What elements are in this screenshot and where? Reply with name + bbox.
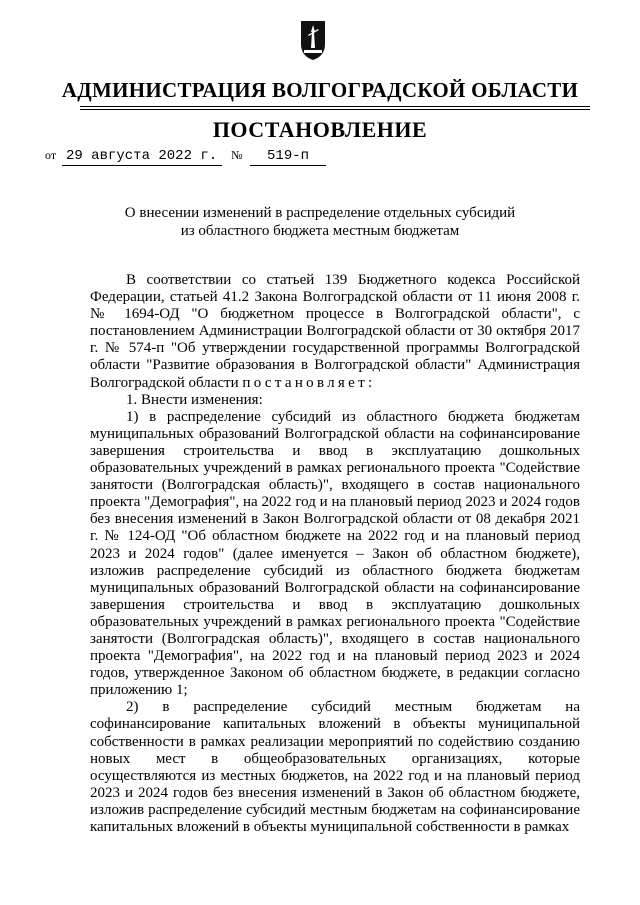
date-number-line [45, 148, 326, 166]
date-prefix: от [45, 148, 57, 162]
preamble-paragraph [90, 272, 580, 392]
item-1-2-paragraph: 2) в распределение субсидий местным бюджетам на софинансирование капитальных вложений в объекты муниципальной собственности в рамках реализации мероприятий по содействию созданию новых мест в общеобразовательных организациях, которые осуществляются из местных бюджетов, на 2022 год и на плановый период 2023 и 2024 годов без внесения изменений в Закон об областном бюджете, изложив распределение субсидий местным бюджетам на софинансирование капитальных вложений в объекты муниципальной собственности в рамках [90, 699, 580, 835]
coat-of-arms-icon [298, 18, 328, 62]
document-type: ПОСТАНОВЛЕНИЕ [212, 117, 428, 142]
resolves-word: постановляет: [242, 374, 376, 391]
organization-title: АДМИНИСТРАЦИЯ ВОЛГОГРАДСКОЙ ОБЛАСТИ [61, 78, 579, 102]
document-number: 519-п [250, 148, 326, 166]
item-1-heading: 1. Внести изменения: [126, 391, 263, 408]
item-1-1-paragraph: 1) в распределение субсидий из областного бюджета бюджетам муниципальных образований Волгоградской области на софинансирование завершения строительства и ввод в эксплуатацию дошкольных образовательных учреждений в рамках регионального проекта "Содействие занятости (Волгоградская область)", входящего в состав национального проекта "Демография", на 2022 год и на плановый период 2023 и 2024 годов без внесения изменений в Закон Волгоградской области от 08 декабря 2021 г. № 124-ОД "Об областном бюджете на 2022 год и на плановый период 2023 и 2024 годов" (далее именуется – Закон об областном бюджете), изложив распределение субсидий из областного бюджета бюджетам муниципальных образований Волгоградской области на софинансирование завершения строительства и ввод в эксплуатацию дошкольных образовательных учреждений в рамках регионального проекта "Содействие занятости (Волгоградская область)", входящего в состав национального проекта "Демография", на 2022 год и на плановый период 2023 и 2024 годов, утвержденное Законом об областном бюджете, в редакции согласно приложению 1; [90, 408, 580, 699]
header-divider-thin [80, 109, 590, 110]
document-date: 29 августа 2022 г. [62, 148, 222, 166]
header-divider [80, 106, 590, 107]
document-subject [100, 204, 540, 240]
subject-line-1: О внесении изменений в распределение отдельных субсидий [124, 205, 516, 221]
subject-line-2: из областного бюджета местным бюджетам [180, 223, 460, 239]
document-body [90, 272, 580, 836]
number-prefix: № [231, 148, 243, 162]
preamble-text: В соответствии со статьей 139 Бюджетного кодекса Российской Федерации, статьей 41.2 Закона Волгоградской области от 11 июня 2008 г. № 1694-ОД "О бюджетном процессе в Волгоградской области", с постановлением Администрации Волгоградской области от 30 октября 2017 г. № 574-п "Об утверждении государственной программы Волгоградской области "Развитие образования в Волгоградской области" Администрация Волгоградской области [90, 272, 580, 391]
